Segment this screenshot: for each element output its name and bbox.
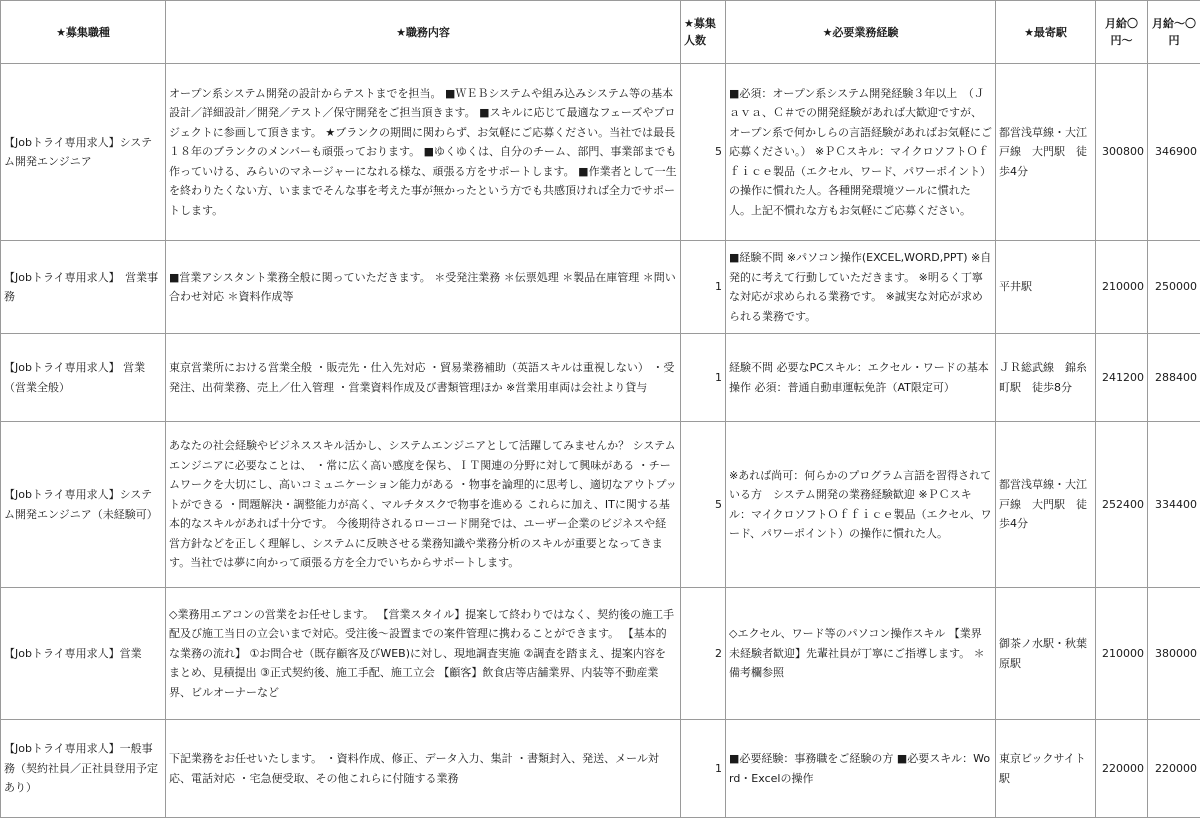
header-station: ★最寄駅 xyxy=(996,1,1096,64)
job-type-cell: 【Jobトライ専用求人】システム開発エンジニア（未経験可） xyxy=(1,422,166,588)
station-cell: ＪＲ総武線 錦糸町駅 徒歩8分 xyxy=(996,334,1096,422)
headcount-cell: 2 xyxy=(681,588,726,720)
salary-max-cell: 346900 xyxy=(1148,64,1200,241)
experience-cell: ■経験不問 ※パソコン操作(EXCEL,WORD,PPT) ※自発的に考えて行動していただきます。 ※明るく丁寧な対応が求められる業務です。 ※誠実な対応が求められる業務です。 xyxy=(726,241,996,334)
table-row xyxy=(1,64,1200,241)
duties-cell: オープン系システム開発の設計からテストまでを担当。 ■ＷＥＢシステムや組み込みシステム等の基本設計／詳細設計／開発／テスト／保守開発をご担当頂きます。 ■スキルに応じて最適なフェーズやプロジェクトに参画して頂きます。 ★ブランクの期間に関わらず、お気軽にご応募ください。当社では最長１８年のブランクのメンバーも頑張っております。 ■ゆくゆくは、自分のチーム、部門、事業部までも作っていける、みらいのマネージャーになれる様な、頑張る方をサポートします。 ■作業者として一生を終わりたくない方、いままでそんな事を考えた事が無かったという方でも共感頂ければ全力でサポートします。 xyxy=(166,64,681,241)
salary-min-cell: 220000 xyxy=(1096,720,1148,818)
salary-min-cell: 300800 xyxy=(1096,64,1148,241)
header-headcount: ★募集人数 xyxy=(681,1,726,64)
headcount-cell: 5 xyxy=(681,422,726,588)
salary-max-cell: 250000 xyxy=(1148,241,1200,334)
salary-max-cell: 220000 xyxy=(1148,720,1200,818)
header-duties: ★職務内容 xyxy=(166,1,681,64)
table-row xyxy=(1,720,1200,818)
station-cell: 御茶ノ水駅・秋葉原駅 xyxy=(996,588,1096,720)
table-row xyxy=(1,422,1200,588)
headcount-cell: 1 xyxy=(681,334,726,422)
table-row xyxy=(1,241,1200,334)
experience-cell: ■必須：オープン系システム開発経験３年以上 （Ｊａｖａ、Ｃ＃での開発経験があれば大歓迎ですが、オープン系で何かしらの言語経験があればお気軽にご応募ください。） ※ＰＣスキル：マイクロソフトＯｆｆｉｃｅ製品（エクセル、ワード、パワーポイント）の操作に慣れた人。各種開発環境ツールに慣れた人。上記不慣れな方もお気軽にご応募ください。 xyxy=(726,64,996,241)
job-type-cell: 【Jobトライ専用求人】一般事務（契約社員／正社員登用予定あり） xyxy=(1,720,166,818)
headcount-cell: 1 xyxy=(681,241,726,334)
headcount-cell: 1 xyxy=(681,720,726,818)
experience-cell: ※あれば尚可：何らかのプログラム言語を習得されている方 システム開発の業務経験歓迎 ※ＰＣスキル：マイクロソフトＯｆｆｉｃｅ製品（エクセル、ワード、パワーポイント）の操作に慣れた人。 xyxy=(726,422,996,588)
salary-max-cell: 288400 xyxy=(1148,334,1200,422)
salary-min-cell: 210000 xyxy=(1096,241,1148,334)
duties-cell: あなたの社会経験やビジネススキル活かし、システムエンジニアとして活躍してみませんか？ システムエンジニアに必要なことは、 ・常に広く高い感度を保ち、ＩＴ関連の分野に対して興味がある ・チームワークを大切にし、高いコミュニケーション能力がある ・物事を論理的に思考し、適切なアウトプットができる ・問題解決・調整能力が高く、マルチタスクで物事を進める これらに加え、ITに関する基本的なスキルがあれば十分です。 今後期待されるローコード開発では、ユーザー企業のビジネスや経営方針などを正しく理解し、システムに反映させる業務知識や業務分析のスキルが重要となってきます。当社では夢に向かって頑張る方を全力でいちからサポートします。 xyxy=(166,422,681,588)
header-experience: ★必要業務経験 xyxy=(726,1,996,64)
job-type-cell: 【Jobトライ専用求人】 営業事務 xyxy=(1,241,166,334)
table-row xyxy=(1,334,1200,422)
job-type-cell: 【Jobトライ専用求人】システム開発エンジニア xyxy=(1,64,166,241)
header-row xyxy=(1,1,1200,64)
salary-min-cell: 241200 xyxy=(1096,334,1148,422)
duties-cell: 東京営業所における営業全般 ・販売先・仕入先対応 ・貿易業務補助（英語スキルは重視しない） ・受発注、出荷業務、売上／仕入管理 ・営業資料作成及び書類管理ほか ※営業用車両は会社より貸与 xyxy=(166,334,681,422)
station-cell: 都営浅草線・大江戸線 大門駅 徒歩4分 xyxy=(996,64,1096,241)
headcount-cell: 5 xyxy=(681,64,726,241)
duties-cell: ■営業アシスタント業務全般に関っていただきます。 ＊受発注業務 ＊伝票処理 ＊製品在庫管理 ＊問い合わせ対応 ＊資料作成等 xyxy=(166,241,681,334)
salary-min-cell: 210000 xyxy=(1096,588,1148,720)
salary-max-cell: 380000 xyxy=(1148,588,1200,720)
header-salary-min: 月給〇円〜 xyxy=(1096,1,1148,64)
experience-cell: 経験不問 必要なPCスキル：エクセル・ワードの基本操作 必須：普通自動車運転免許（AT限定可） xyxy=(726,334,996,422)
salary-max-cell: 334400 xyxy=(1148,422,1200,588)
duties-cell: ◇業務用エアコンの営業をお任せします。 【営業スタイル】提案して終わりではなく、契約後の施工手配及び施工当日の立会いまで対応。受注後～設置までの案件管理に携わることができます。 【基本的な業務の流れ】 ①お問合せ（既存顧客及びWEB)に対し、現地調査実施 ②調査を踏まえ、提案内容をまとめ、見積提出 ③正式契約後、施工手配、施工立会 【顧客】飲食店等店舗業界、内装等不動産業界、ビルオーナーなど xyxy=(166,588,681,720)
header-salary-max: 月給〜〇円 xyxy=(1148,1,1200,64)
salary-min-cell: 252400 xyxy=(1096,422,1148,588)
experience-cell: ◇エクセル、ワード等のパソコン操作スキル 【業界未経験者歓迎】先輩社員が丁寧にご指導します。 ＊備考欄参照 xyxy=(726,588,996,720)
header-job-type: ★募集職種 xyxy=(1,1,166,64)
experience-cell: ■必要経験：事務職をご経験の方 ■必要スキル：Word・Excelの操作 xyxy=(726,720,996,818)
table-row xyxy=(1,588,1200,720)
job-type-cell: 【Jobトライ専用求人】 営業（営業全般） xyxy=(1,334,166,422)
station-cell: 東京ビックサイト駅 xyxy=(996,720,1096,818)
station-cell: 平井駅 xyxy=(996,241,1096,334)
job-type-cell: 【Jobトライ専用求人】営業 xyxy=(1,588,166,720)
duties-cell: 下記業務をお任せいたします。 ・資料作成、修正、データ入力、集計 ・書類封入、発送、メール対応、電話対応 ・宅急便受取、その他これらに付随する業務 xyxy=(166,720,681,818)
station-cell: 都営浅草線・大江戸線 大門駅 徒歩4分 xyxy=(996,422,1096,588)
